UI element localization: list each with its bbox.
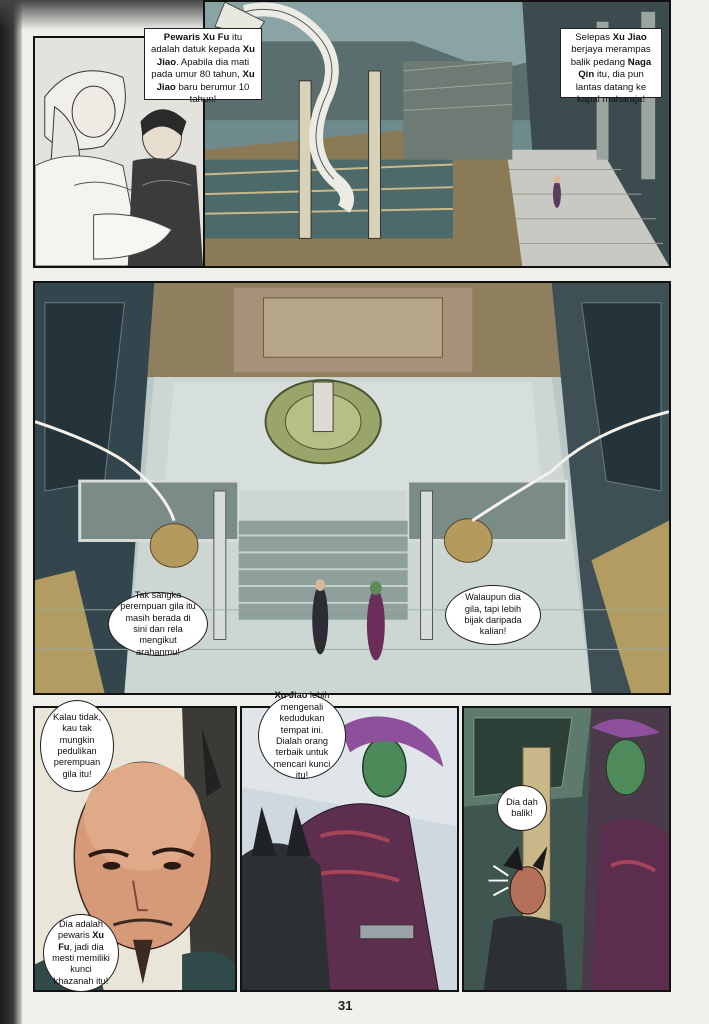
speech-xu-jiao-lebih-post: lebih mengenali kedudukan tempat ini. Dialah orang terbaik untuk mencari kunci itu! xyxy=(273,690,331,781)
speech-dia-adalah-pre: Dia adalah pewaris xyxy=(58,918,103,941)
caption-returns-post: itu, dia pun lantas datang ke kapal maharaja! xyxy=(575,69,647,106)
page-binding-shadow xyxy=(0,0,22,1024)
caption-xu-fu-mid: itu adalah datuk kepada xyxy=(150,32,243,56)
speech-text-walaupun: Walaupun dia gila, tapi lebih bijak daripada kalian! xyxy=(464,592,522,637)
caption-xu-fu-name3: Xu Jiao xyxy=(156,69,255,93)
speech-text-xu-jiao-lebih xyxy=(267,690,337,781)
caption-returns-name1: Xu Jiao xyxy=(612,32,647,43)
caption-xu-fu-mid2: . Apabila dia mati pada umur 80 tahun, xyxy=(151,56,250,81)
speech-xu-jiao-lebih-name: Xu Jiao xyxy=(274,690,308,701)
caption-xu-fu-post: baru berumur 10 tahun! xyxy=(175,81,250,106)
panel-return-art xyxy=(464,708,669,990)
panel-return xyxy=(462,706,671,992)
speech-bubble-tak-sangka xyxy=(108,589,208,657)
speech-text-dia-adalah xyxy=(51,919,111,987)
caption-returns-name2: Naga Qin xyxy=(578,56,652,81)
caption-returns-pre: Selepas xyxy=(575,32,613,43)
page-number: 31 xyxy=(338,998,353,1013)
speech-dia-adalah-post: , jadi dia mesti memiliki kunci khazanah itu! xyxy=(52,941,110,986)
speech-text-kalau-tidak: Kalau tidak, kau tak mungkin pedulikan perempuan gila itu! xyxy=(52,711,101,779)
speech-bubble-xu-jiao-lebih xyxy=(258,690,346,781)
caption-xu-fu-pre: Pewaris xyxy=(163,32,203,43)
speech-bubble-dia-adalah xyxy=(43,914,119,992)
speech-bubble-dia-dah-balik xyxy=(497,785,547,831)
caption-xu-fu-name1: Xu Fu xyxy=(202,32,230,43)
caption-xu-fu-name2: Xu Jiao xyxy=(156,44,255,68)
speech-bubble-walaupun xyxy=(445,585,541,645)
speech-bubble-kalau-tidak xyxy=(40,700,114,792)
caption-xu-fu-heir xyxy=(144,28,262,106)
page-corner-shadow xyxy=(0,0,210,30)
caption-xu-jiao-returns xyxy=(560,28,662,106)
speech-text-dia-dah-balik: Dia dah balik! xyxy=(506,796,538,818)
speech-dia-adalah-name: Xu Fu xyxy=(58,930,104,952)
speech-text-tak-sangka: Tak sangka perempuan gila itu masih berada di sini dan rela mengikut arahanmu! xyxy=(120,589,196,657)
caption-returns-mid: berjaya merampas balik pedang xyxy=(570,44,651,68)
